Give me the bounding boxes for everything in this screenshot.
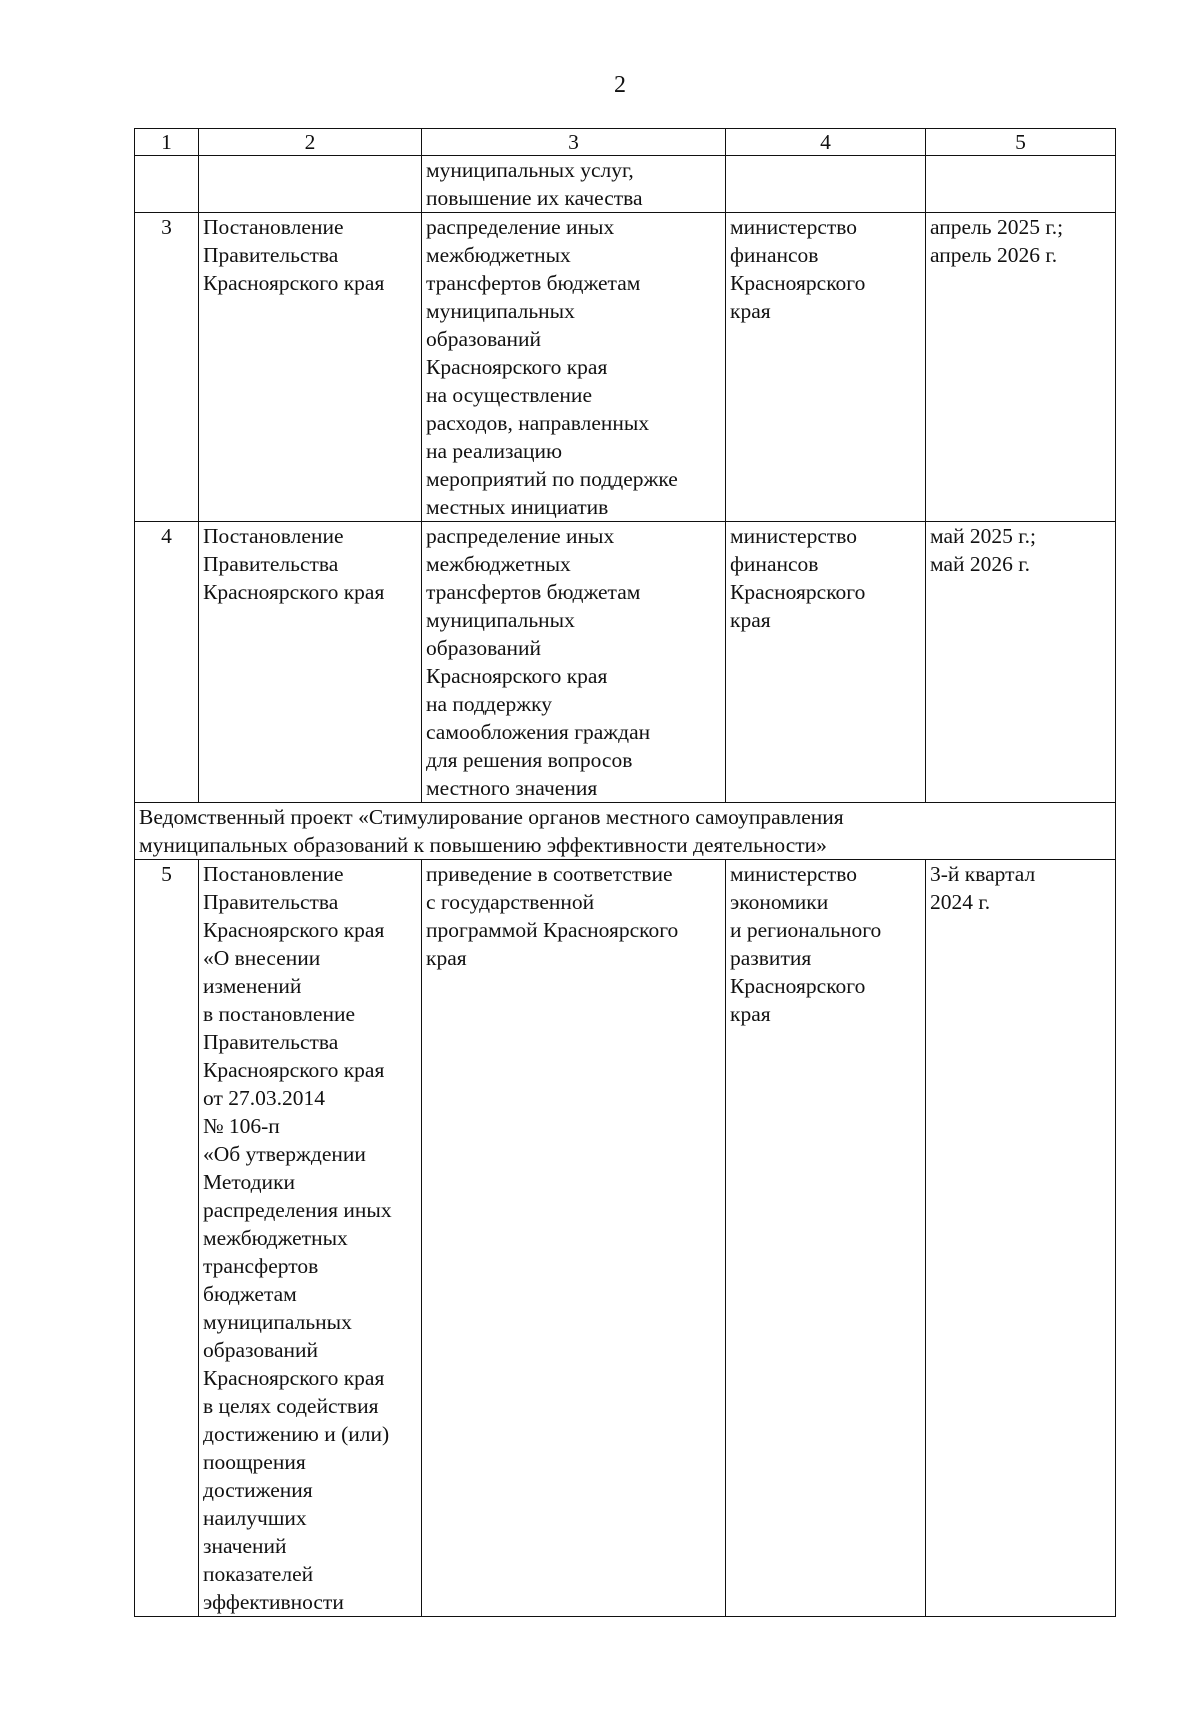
purpose-cell: муниципальных услуг, повышение их качества	[422, 156, 726, 213]
document-cell: Постановление Правительства Красноярского края «О внесении изменений в постановление Правительства Красноярского края от 27.03.2014 № 106-п «Об утверждении Методики распределения иных межбюджетных трансфертов бюджетам муниципальных образований Красноярского края в целях содействия достижению и (или) поощрения достижения наилучших значений показателей эффективности	[199, 860, 422, 1617]
header-cell-5: 5	[926, 129, 1116, 156]
row-number: 4	[135, 522, 199, 803]
table-row	[135, 522, 1116, 803]
executor-cell	[726, 156, 926, 213]
executor-cell: министерство финансов Красноярского края	[726, 522, 926, 803]
page-number: 2	[614, 72, 626, 98]
header-cell-4: 4	[726, 129, 926, 156]
purpose-cell: распределение иных межбюджетных трансфертов бюджетам муниципальных образований Красноярского края на поддержку самообложения граждан для решения вопросов местного значения	[422, 522, 726, 803]
header-cell-1: 1	[135, 129, 199, 156]
document-cell: Постановление Правительства Красноярского края	[199, 522, 422, 803]
table-row	[135, 213, 1116, 522]
document-cell: Постановление Правительства Красноярского края	[199, 213, 422, 522]
purpose-cell: приведение в соответствие с государственной программой Красноярского края	[422, 860, 726, 1617]
deadline-cell: 3-й квартал 2024 г.	[926, 860, 1116, 1617]
header-cell-3: 3	[422, 129, 726, 156]
table-header-row	[135, 129, 1116, 156]
row-number	[135, 156, 199, 213]
measures-table	[134, 128, 1116, 1617]
deadline-cell	[926, 156, 1116, 213]
row-number: 5	[135, 860, 199, 1617]
executor-cell: министерство финансов Красноярского края	[726, 213, 926, 522]
header-cell-2: 2	[199, 129, 422, 156]
section-title: Ведомственный проект «Стимулирование органов местного самоуправления муниципальных образований к повышению эффективности деятельности»	[135, 803, 1116, 860]
table-row	[135, 860, 1116, 1617]
purpose-cell: распределение иных межбюджетных трансфертов бюджетам муниципальных образований Красноярского края на осуществление расходов, направленных на реализацию мероприятий по поддержке местных инициатив	[422, 213, 726, 522]
deadline-cell: май 2025 г.; май 2026 г.	[926, 522, 1116, 803]
executor-cell: министерство экономики и регионального развития Красноярского края	[726, 860, 926, 1617]
section-row	[135, 803, 1116, 860]
table-row-continuation	[135, 156, 1116, 213]
row-number: 3	[135, 213, 199, 522]
deadline-cell: апрель 2025 г.; апрель 2026 г.	[926, 213, 1116, 522]
document-cell	[199, 156, 422, 213]
